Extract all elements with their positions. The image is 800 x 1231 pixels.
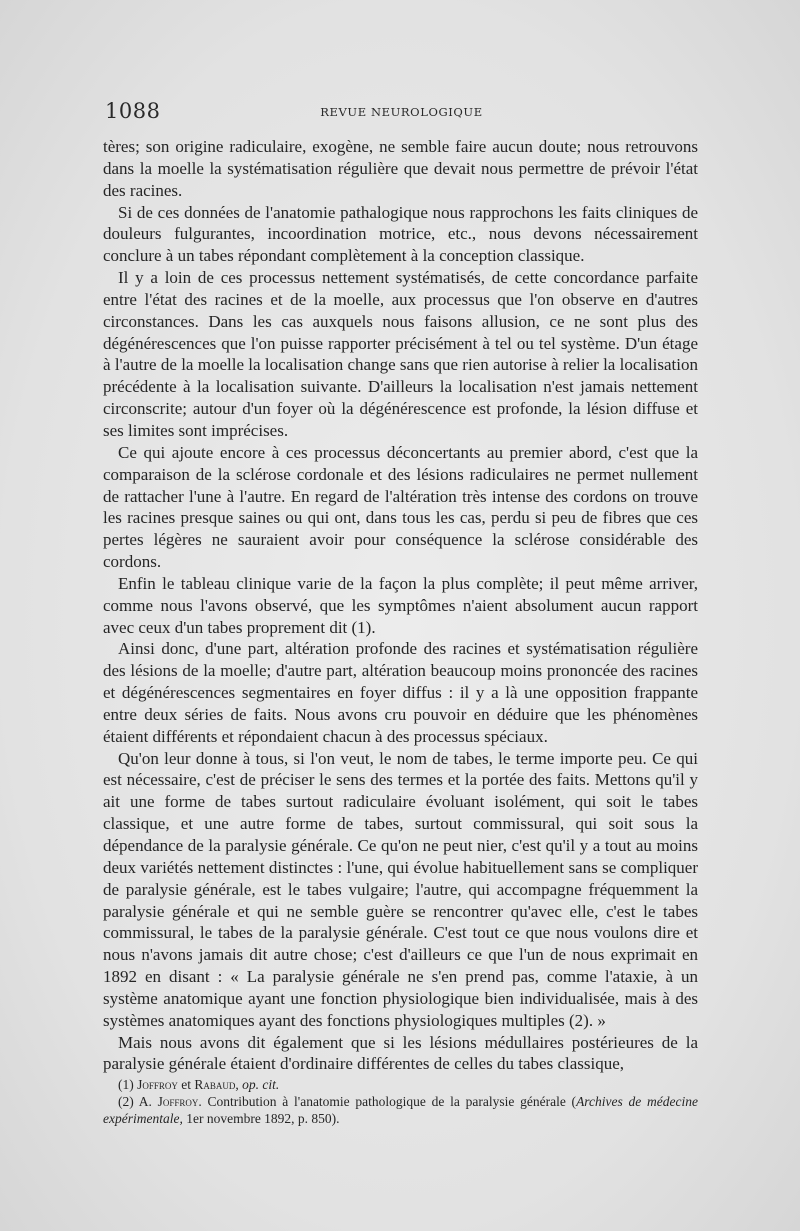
paragraph: Qu'on leur donne à tous, si l'on veut, le nom de tabes, le terme importe peu. Ce qui est nécessaire, c'est de préciser le sens des termes et la portée des faits. Mettons qu'il y ait une forme de tabes surtout radiculaire évoluant isolément, qui soit le tabes classique, et une autre forme de tabes, surtout commissural, qui soit sous la dépendance de la paralysie générale. Ce qu'on ne peut nier, c'est qu'il y a tout au moins deux variétés nettement distinctes : l'une, qui évolue habituellement sans se compliquer de paralysie générale, est le tabes vulgaire; l'autre, qui accompagne fréquemment la paralysie générale et qui ne semble guère se rencontrer qu'avec elle, c'est le tabes commissural, le tabes de la paralysie générale. C'est tout ce que nous voulons dire et nous n'avons jamais dit autre chose; c'est d'ailleurs ce que l'un de nous exprimait en 1892 en disant : « La paralysie générale ne s'en prend pas, comme l'ataxie, à un système anatomique ayant une fonction physiologique bien individualisée, mais à des systèmes anatomiques ayant des fonctions physiologiques multiples (2). » — [103, 748, 698, 1030]
paragraph: Ainsi donc, d'une part, altération profonde des racines et systématisation régulière des lésions de la moelle; d'autre part, altération beaucoup moins prononcée des racines et dégénérescences segmentaires en foyer diffus : il y a là une opposition frappante entre deux séries de faits. Nous avons cru pouvoir en déduire que les phénomènes étaient différents et répondaient chacun à des processus spéciaux. — [103, 639, 698, 746]
paragraph: Mais nous avons dit également que si les lésions médullaires postérieures de la paralysie générale étaient d'ordinaire différentes de celles du tabes classique, — [103, 1032, 698, 1074]
paragraph: Ce qui ajoute encore à ces processus déconcertants au premier abord, c'est que la comparaison de la sclérose cordonale et des lésions radiculaires ne permet nullement de rattacher l'une à l'autre. En regard de l'altération très intense des cordons on trouve les racines presque saines ou qui ont, dans tous les cas, perdu si peu de fibres que ces pertes légères ne sauraient avoir pour conséquence la sclérose considérable des cordons. — [103, 442, 698, 572]
footnote-conjunction: et — [181, 1077, 192, 1092]
footnote-marker: (1) — [118, 1077, 134, 1092]
running-head: REVUE NEUROLOGIQUE — [320, 105, 483, 119]
footnote-date: 1er novembre 1892, p. 850). — [186, 1111, 340, 1126]
paragraph: Si de ces données de l'anatomie pathalogique nous rapprochons les faits cliniques de douleurs fulgurantes, incoordination motrice, etc., nous devons nécessairement conclure à un tabes répondant complètement à la conception classique. — [103, 202, 698, 266]
paragraph: Il y a loin de ces processus nettement systématisés, de cette concordance parfaite entre l'état des racines et de la moelle, aux processus que l'on observe en d'autres circonstances. Dans les cas auxquels nous faisons allusion, ce ne sont plus des dégénérescences que l'on puisse rapporter précisément à tel ou tel système. D'un étage à l'autre de la moelle la localisation change sans que rien autorise à relier la localisation précédente à la localisation suivante. D'ailleurs la localisation n'est jamais nettement circonscrite; autour d'un foyer où la dégénérescence est profonde, la lésion diffuse et ses limites sont imprécises. — [103, 268, 698, 440]
page-number: 1088 — [105, 99, 161, 123]
body-text — [103, 136, 698, 1075]
page-header — [105, 99, 698, 125]
paragraph: Enfin le tableau clinique varie de la façon la plus complète; il peut même arriver, comme nous l'avons observé, que les symptômes n'aient absolument aucun rapport avec ceux d'un tabes proprement dit (1). — [103, 573, 698, 637]
footnote-author: Joffroy. — [157, 1094, 202, 1109]
footnote-title: Contribution à l'anatomie pathologique de la paralysie générale ( — [207, 1094, 577, 1109]
paragraph-continuation: tères; son origine radiculaire, exogène, ne semble faire aucun doute; nous retrouvons dans la moelle la systématisation régulière que devait nous permettre de prévoir l'état des racines. — [103, 137, 698, 200]
footnote-author: Rabaud — [194, 1077, 236, 1092]
footnote-journal: Archives de médecine expérimentale, — [103, 1094, 698, 1126]
footnote-author: Joffroy — [137, 1077, 178, 1092]
footnote-reference: op. cit. — [242, 1077, 280, 1092]
footnote-marker: (2) A. — [118, 1094, 152, 1109]
footnote-1: (1) Joffroy et Rabaud, op. cit. — [118, 1077, 280, 1092]
footnotes — [103, 1076, 698, 1127]
footnote-2 — [103, 1093, 698, 1127]
